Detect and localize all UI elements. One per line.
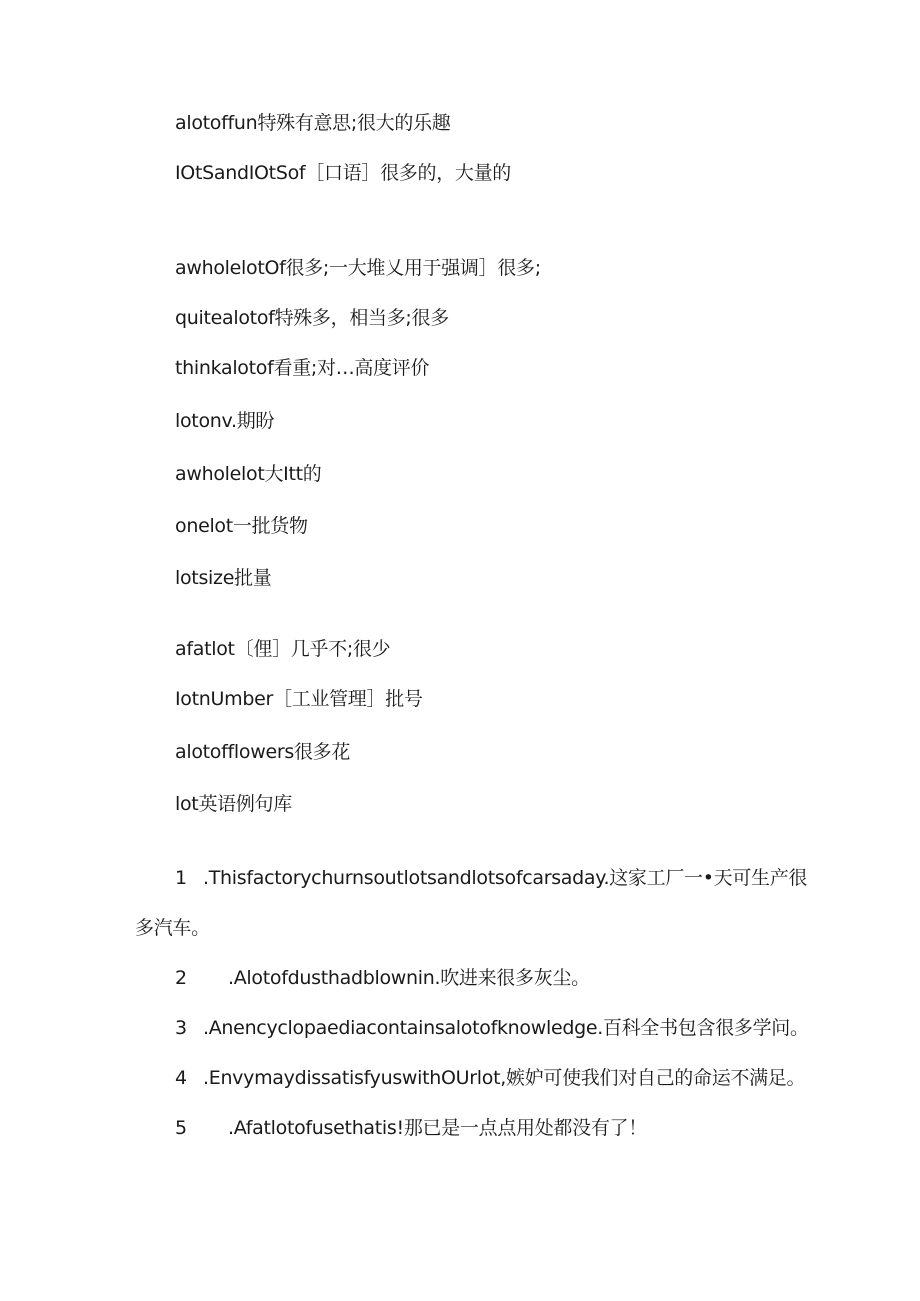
example-number: 1: [175, 867, 188, 889]
example-sentence: .Thisfactorychurnsoutlotsandlotsofcarsaday.这家工厂一•天可生产很: [203, 867, 808, 889]
section-heading: lot英语例句库: [175, 793, 292, 815]
phrase-line: lotsize批量: [175, 567, 272, 589]
phrase-line: afatlot〔俚］几乎不;很少: [175, 638, 391, 660]
phrase-line: onelot一批货物: [175, 515, 308, 537]
phrase-line: alotofflowers很多花: [175, 741, 351, 763]
phrase-line: quitealotof特殊多，相当多;很多: [175, 307, 449, 329]
phrase-line: lotonv.期盼: [175, 410, 275, 432]
example-sentence: .Alotofdusthadblownin.吹进来很多灰尘。: [228, 967, 590, 989]
phrase-line: awholelotOf很多;一大堆乂用于强调］很多;: [175, 257, 541, 279]
example-sentence: .EnvymaydissatisfyuswithOUrlot,嫉妒可使我们对自己的命运不满足。: [203, 1067, 806, 1089]
example-number: 4: [175, 1067, 188, 1089]
phrase-line: thinkalotof看重;对…高度评价: [175, 357, 430, 379]
example-number: 5: [175, 1117, 188, 1139]
example-number: 2: [175, 967, 188, 989]
phrase-line: IOtSandIOtSof［口语］很多的，大量的: [175, 162, 511, 184]
example-sentence-continuation: 多汽车。: [135, 917, 210, 939]
phrase-line: alotoffun特殊有意思;很大的乐趣: [175, 112, 451, 134]
phrase-line: IotnUmber［工业管理］批号: [175, 688, 423, 710]
phrase-line: awholelot大Itt的: [175, 463, 322, 485]
example-sentence: .Afatlotofusethatis!那已是一点点用处都没有了！: [228, 1117, 647, 1139]
example-number: 3: [175, 1017, 188, 1039]
example-sentence: .Anencyclopaediacontainsalotofknowledge.百科全书包含很多学问。: [203, 1017, 809, 1039]
